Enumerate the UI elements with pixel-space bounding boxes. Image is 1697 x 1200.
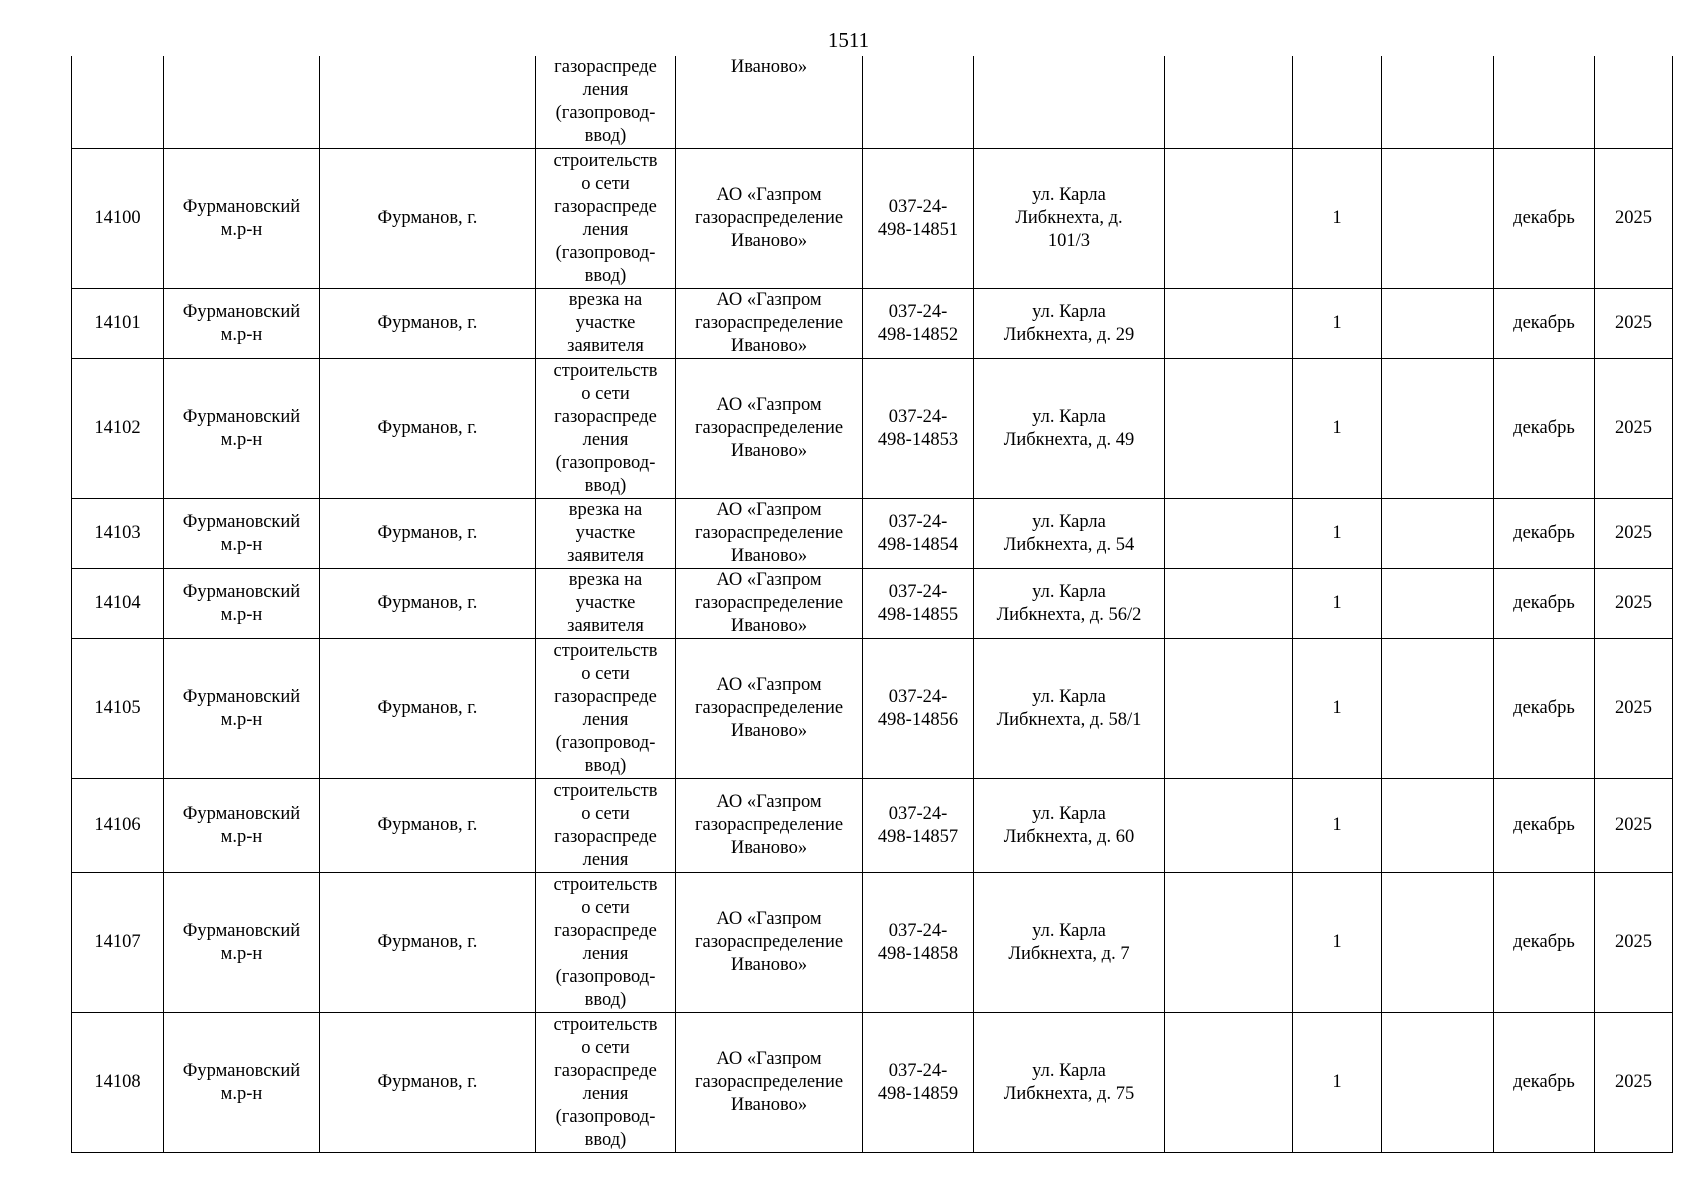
cell-line: АО «Газпром bbox=[716, 395, 822, 415]
cell-qty: 1 bbox=[1293, 569, 1382, 639]
cell-line: Либкнехта, д. bbox=[1015, 208, 1123, 228]
cell-col10 bbox=[1382, 569, 1494, 639]
cell-line: 037-24- bbox=[888, 581, 948, 602]
cell-locality bbox=[320, 56, 536, 149]
cell-code bbox=[863, 149, 974, 289]
cell-work-type bbox=[536, 1013, 676, 1153]
cell-district bbox=[164, 779, 320, 873]
cell-line: ления bbox=[582, 849, 629, 870]
cell-col8 bbox=[1165, 1013, 1293, 1153]
cell-code bbox=[863, 499, 974, 569]
cell-line: (газопровод- bbox=[555, 732, 656, 753]
cell-year: 2025 bbox=[1595, 1013, 1673, 1153]
cell-line: ления bbox=[582, 80, 629, 100]
cell-qty: 1 bbox=[1293, 149, 1382, 289]
cell-col8 bbox=[1165, 56, 1293, 149]
cell-organization bbox=[676, 1013, 863, 1153]
cell-line: о сети bbox=[581, 383, 630, 404]
cell-line: газораспределение bbox=[694, 698, 844, 718]
cell-work-type bbox=[536, 359, 676, 499]
cell-line: строительств bbox=[553, 150, 658, 171]
cell-line: Иваново» bbox=[730, 616, 808, 636]
cell-qty: 1 bbox=[1293, 779, 1382, 873]
cell-year: 2025 bbox=[1595, 639, 1673, 779]
cell-organization bbox=[676, 359, 863, 499]
cell-work-type bbox=[536, 56, 676, 149]
cell-line: ввод) bbox=[584, 265, 627, 286]
cell-code bbox=[863, 639, 974, 779]
cell-qty bbox=[1293, 56, 1382, 149]
cell-col8 bbox=[1165, 149, 1293, 289]
cell-num: 14108 bbox=[72, 1013, 164, 1153]
cell-col10 bbox=[1382, 499, 1494, 569]
cell-line: 498-14856 bbox=[877, 709, 959, 730]
cell-num: 14107 bbox=[72, 873, 164, 1013]
cell-line: о сети bbox=[581, 897, 630, 918]
cell-line: м.р-н bbox=[220, 324, 263, 345]
cell-line: строительств bbox=[553, 780, 658, 801]
cell-qty: 1 bbox=[1293, 499, 1382, 569]
cell-qty: 1 bbox=[1293, 1013, 1382, 1153]
cell-organization bbox=[676, 569, 863, 639]
cell-locality: Фурманов, г. bbox=[320, 289, 536, 359]
cell-line: 037-24- bbox=[888, 301, 948, 322]
cell-line: Фурмановский bbox=[182, 686, 301, 707]
cell-line: 037-24- bbox=[888, 511, 948, 532]
cell-line: (газопровод- bbox=[555, 966, 656, 987]
cell-line: Иваново» bbox=[730, 57, 808, 77]
cell-address bbox=[974, 359, 1165, 499]
table-row bbox=[72, 873, 1673, 1013]
cell-month: декабрь bbox=[1494, 779, 1595, 873]
cell-col10 bbox=[1382, 359, 1494, 499]
cell-line: газораспреде bbox=[554, 826, 657, 847]
cell-line: АО «Газпром bbox=[716, 909, 822, 929]
cell-line: АО «Газпром bbox=[716, 290, 822, 310]
cell-line: Либкнехта, д. 54 bbox=[1003, 534, 1135, 555]
cell-line: ления bbox=[582, 429, 629, 450]
cell-year bbox=[1595, 56, 1673, 149]
cell-line: газораспреде bbox=[554, 406, 657, 427]
cell-line: Либкнехта, д. 7 bbox=[1008, 943, 1130, 964]
cell-col8 bbox=[1165, 873, 1293, 1013]
cell-locality: Фурманов, г. bbox=[320, 1013, 536, 1153]
cell-line: АО «Газпром bbox=[716, 675, 822, 695]
cell-line: м.р-н bbox=[220, 604, 263, 625]
cell-line: 037-24- bbox=[888, 686, 948, 707]
cell-work-type bbox=[536, 149, 676, 289]
cell-line: м.р-н bbox=[220, 709, 263, 730]
cell-line: ления bbox=[582, 943, 629, 964]
cell-line: Иваново» bbox=[730, 441, 808, 461]
cell-line: ул. Карла bbox=[1032, 803, 1106, 824]
cell-district bbox=[164, 499, 320, 569]
cell-qty: 1 bbox=[1293, 359, 1382, 499]
cell-line: Либкнехта, д. 60 bbox=[1003, 826, 1135, 847]
cell-line: АО «Газпром bbox=[716, 792, 822, 812]
cell-organization bbox=[676, 149, 863, 289]
cell-line: Либкнехта, д. 56/2 bbox=[996, 604, 1142, 625]
cell-line: АО «Газпром bbox=[716, 185, 822, 205]
register-body bbox=[72, 56, 1673, 1153]
cell-line: Иваново» bbox=[730, 955, 808, 975]
table-row bbox=[72, 569, 1673, 639]
cell-month: декабрь bbox=[1494, 639, 1595, 779]
cell-line: м.р-н bbox=[220, 534, 263, 555]
cell-line: газораспреде bbox=[554, 196, 657, 217]
cell-code bbox=[863, 56, 974, 149]
cell-line: 498-14853 bbox=[877, 429, 959, 450]
cell-line: газораспреде bbox=[554, 686, 657, 707]
cell-col10 bbox=[1382, 779, 1494, 873]
cell-year: 2025 bbox=[1595, 873, 1673, 1013]
cell-col10 bbox=[1382, 149, 1494, 289]
cell-line: Фурмановский bbox=[182, 301, 301, 322]
cell-line: газораспределение bbox=[694, 1072, 844, 1092]
cell-district bbox=[164, 569, 320, 639]
cell-year: 2025 bbox=[1595, 499, 1673, 569]
cell-line: участке bbox=[575, 313, 636, 333]
cell-line: строительств bbox=[553, 360, 658, 381]
cell-line: (газопровод- bbox=[555, 103, 656, 123]
cell-line: Фурмановский bbox=[182, 196, 301, 217]
cell-num bbox=[72, 56, 164, 149]
cell-qty: 1 bbox=[1293, 289, 1382, 359]
cell-code bbox=[863, 569, 974, 639]
cell-line: газораспределение bbox=[694, 815, 844, 835]
cell-address bbox=[974, 569, 1165, 639]
cell-district bbox=[164, 359, 320, 499]
cell-organization bbox=[676, 56, 863, 149]
table-row bbox=[72, 639, 1673, 779]
cell-year: 2025 bbox=[1595, 779, 1673, 873]
cell-line: м.р-н bbox=[220, 1083, 263, 1104]
table-row-continued bbox=[72, 56, 1673, 149]
cell-line: Иваново» bbox=[730, 546, 808, 566]
page-number: 1511 bbox=[827, 28, 870, 52]
cell-col8 bbox=[1165, 639, 1293, 779]
cell-line: АО «Газпром bbox=[716, 500, 822, 520]
table-row bbox=[72, 1013, 1673, 1153]
cell-address bbox=[974, 639, 1165, 779]
cell-line: ввод) bbox=[584, 989, 627, 1010]
cell-col10 bbox=[1382, 56, 1494, 149]
cell-line: газораспреде bbox=[554, 57, 657, 77]
cell-line: строительств bbox=[553, 640, 658, 661]
cell-month bbox=[1494, 56, 1595, 149]
cell-num: 14104 bbox=[72, 569, 164, 639]
cell-district bbox=[164, 873, 320, 1013]
cell-line: о сети bbox=[581, 803, 630, 824]
cell-district bbox=[164, 289, 320, 359]
cell-line: ления bbox=[582, 219, 629, 240]
cell-line: Иваново» bbox=[730, 838, 808, 858]
cell-line: участке bbox=[575, 523, 636, 543]
cell-line: 037-24- bbox=[888, 1060, 948, 1081]
cell-qty: 1 bbox=[1293, 639, 1382, 779]
cell-line: строительств bbox=[553, 874, 658, 895]
cell-col8 bbox=[1165, 289, 1293, 359]
table-row bbox=[72, 359, 1673, 499]
cell-address bbox=[974, 289, 1165, 359]
cell-line: газораспреде bbox=[554, 1060, 657, 1081]
cell-locality: Фурманов, г. bbox=[320, 569, 536, 639]
table-row bbox=[72, 149, 1673, 289]
cell-line: 037-24- bbox=[888, 406, 948, 427]
cell-line: (газопровод- bbox=[555, 242, 656, 263]
cell-month: декабрь bbox=[1494, 289, 1595, 359]
cell-line: 101/3 bbox=[1047, 231, 1091, 251]
cell-line: заявителя bbox=[567, 336, 644, 356]
cell-line: ввод) bbox=[584, 475, 627, 496]
cell-line: Фурмановский bbox=[182, 511, 301, 532]
cell-qty: 1 bbox=[1293, 873, 1382, 1013]
cell-line: строительств bbox=[553, 1014, 658, 1035]
cell-line: Фурмановский bbox=[182, 1060, 301, 1081]
cell-work-type bbox=[536, 499, 676, 569]
cell-line: 498-14857 bbox=[877, 826, 959, 847]
cell-work-type bbox=[536, 639, 676, 779]
cell-locality: Фурманов, г. bbox=[320, 639, 536, 779]
cell-line: Иваново» bbox=[730, 336, 808, 356]
cell-month: декабрь bbox=[1494, 149, 1595, 289]
cell-line: 498-14858 bbox=[877, 943, 959, 964]
cell-code bbox=[863, 359, 974, 499]
cell-line: врезка на bbox=[568, 500, 643, 520]
cell-line: о сети bbox=[581, 1037, 630, 1058]
cell-address bbox=[974, 873, 1165, 1013]
cell-organization bbox=[676, 289, 863, 359]
cell-num: 14102 bbox=[72, 359, 164, 499]
cell-line: газораспределение bbox=[694, 932, 844, 952]
cell-line: ул. Карла bbox=[1032, 511, 1106, 532]
cell-line: ул. Карла bbox=[1032, 301, 1106, 322]
cell-line: 037-24- bbox=[888, 196, 948, 217]
cell-line: ввод) bbox=[584, 126, 627, 146]
cell-code bbox=[863, 1013, 974, 1153]
cell-line: ввод) bbox=[584, 1129, 627, 1150]
cell-code bbox=[863, 289, 974, 359]
cell-month: декабрь bbox=[1494, 499, 1595, 569]
cell-line: ввод) bbox=[584, 755, 627, 776]
cell-line: АО «Газпром bbox=[716, 1049, 822, 1069]
cell-work-type bbox=[536, 779, 676, 873]
cell-line: ул. Карла bbox=[1032, 686, 1106, 707]
cell-line: врезка на bbox=[568, 570, 643, 590]
cell-year: 2025 bbox=[1595, 569, 1673, 639]
cell-line: участке bbox=[575, 593, 636, 613]
cell-line: о сети bbox=[581, 173, 630, 194]
cell-address bbox=[974, 149, 1165, 289]
cell-line: заявителя bbox=[567, 616, 644, 636]
cell-address bbox=[974, 779, 1165, 873]
cell-locality: Фурманов, г. bbox=[320, 873, 536, 1013]
cell-line: Либкнехта, д. 29 bbox=[1003, 324, 1135, 345]
cell-line: 498-14852 bbox=[877, 324, 959, 345]
cell-line: Фурмановский bbox=[182, 581, 301, 602]
cell-district bbox=[164, 56, 320, 149]
cell-line: газораспределение bbox=[694, 593, 844, 613]
cell-col10 bbox=[1382, 873, 1494, 1013]
cell-line: 498-14859 bbox=[877, 1083, 959, 1104]
cell-locality: Фурманов, г. bbox=[320, 779, 536, 873]
cell-line: Либкнехта, д. 75 bbox=[1003, 1083, 1135, 1104]
cell-locality: Фурманов, г. bbox=[320, 149, 536, 289]
cell-organization bbox=[676, 779, 863, 873]
register-table bbox=[71, 56, 1673, 1153]
cell-line: Иваново» bbox=[730, 231, 808, 251]
cell-locality: Фурманов, г. bbox=[320, 359, 536, 499]
cell-work-type bbox=[536, 289, 676, 359]
cell-line: Фурмановский bbox=[182, 406, 301, 427]
cell-line: 498-14854 bbox=[877, 534, 959, 555]
cell-num: 14105 bbox=[72, 639, 164, 779]
cell-line: газораспреде bbox=[554, 920, 657, 941]
cell-line: м.р-н bbox=[220, 429, 263, 450]
cell-col8 bbox=[1165, 499, 1293, 569]
cell-month: декабрь bbox=[1494, 569, 1595, 639]
cell-line: АО «Газпром bbox=[716, 570, 822, 590]
cell-col8 bbox=[1165, 359, 1293, 499]
cell-line: 498-14855 bbox=[877, 604, 959, 625]
cell-line: м.р-н bbox=[220, 219, 263, 240]
cell-line: о сети bbox=[581, 663, 630, 684]
cell-line: газораспределение bbox=[694, 313, 844, 333]
cell-code bbox=[863, 779, 974, 873]
cell-line: Фурмановский bbox=[182, 803, 301, 824]
cell-line: газораспределение bbox=[694, 208, 844, 228]
cell-line: 498-14851 bbox=[877, 219, 959, 240]
cell-col10 bbox=[1382, 639, 1494, 779]
cell-col10 bbox=[1382, 1013, 1494, 1153]
cell-col10 bbox=[1382, 289, 1494, 359]
cell-col8 bbox=[1165, 779, 1293, 873]
cell-line: ул. Карла bbox=[1032, 406, 1106, 427]
cell-line: ул. Карла bbox=[1032, 581, 1106, 602]
cell-line: (газопровод- bbox=[555, 1106, 656, 1127]
cell-line: ул. Карла bbox=[1032, 185, 1106, 205]
cell-year: 2025 bbox=[1595, 359, 1673, 499]
cell-line: Либкнехта, д. 58/1 bbox=[996, 709, 1142, 730]
cell-work-type bbox=[536, 569, 676, 639]
cell-address bbox=[974, 56, 1165, 149]
cell-organization bbox=[676, 873, 863, 1013]
cell-locality: Фурманов, г. bbox=[320, 499, 536, 569]
cell-month: декабрь bbox=[1494, 873, 1595, 1013]
cell-line: Иваново» bbox=[730, 721, 808, 741]
cell-district bbox=[164, 1013, 320, 1153]
cell-code bbox=[863, 873, 974, 1013]
cell-line: м.р-н bbox=[220, 826, 263, 847]
cell-work-type bbox=[536, 873, 676, 1013]
cell-col8 bbox=[1165, 569, 1293, 639]
cell-month: декабрь bbox=[1494, 1013, 1595, 1153]
cell-line: врезка на bbox=[568, 290, 643, 310]
table-row bbox=[72, 779, 1673, 873]
cell-line: 037-24- bbox=[888, 920, 948, 941]
cell-address bbox=[974, 499, 1165, 569]
cell-line: ления bbox=[582, 709, 629, 730]
cell-line: газораспределение bbox=[694, 523, 844, 543]
table-row bbox=[72, 499, 1673, 569]
cell-year: 2025 bbox=[1595, 149, 1673, 289]
cell-line: газораспределение bbox=[694, 418, 844, 438]
cell-year: 2025 bbox=[1595, 289, 1673, 359]
cell-month: декабрь bbox=[1494, 359, 1595, 499]
cell-num: 14103 bbox=[72, 499, 164, 569]
cell-line: Либкнехта, д. 49 bbox=[1003, 429, 1135, 450]
cell-num: 14101 bbox=[72, 289, 164, 359]
cell-district bbox=[164, 149, 320, 289]
cell-organization bbox=[676, 639, 863, 779]
cell-num: 14100 bbox=[72, 149, 164, 289]
cell-line: ления bbox=[582, 1083, 629, 1104]
cell-district bbox=[164, 639, 320, 779]
cell-line: Иваново» bbox=[730, 1095, 808, 1115]
cell-line: (газопровод- bbox=[555, 452, 656, 473]
cell-line: м.р-н bbox=[220, 943, 263, 964]
cell-line: Фурмановский bbox=[182, 920, 301, 941]
cell-line: ул. Карла bbox=[1032, 1060, 1106, 1081]
cell-line: заявителя bbox=[567, 546, 644, 566]
cell-num: 14106 bbox=[72, 779, 164, 873]
cell-organization bbox=[676, 499, 863, 569]
cell-address bbox=[974, 1013, 1165, 1153]
cell-line: 037-24- bbox=[888, 803, 948, 824]
table-row bbox=[72, 289, 1673, 359]
cell-line: ул. Карла bbox=[1032, 920, 1106, 941]
